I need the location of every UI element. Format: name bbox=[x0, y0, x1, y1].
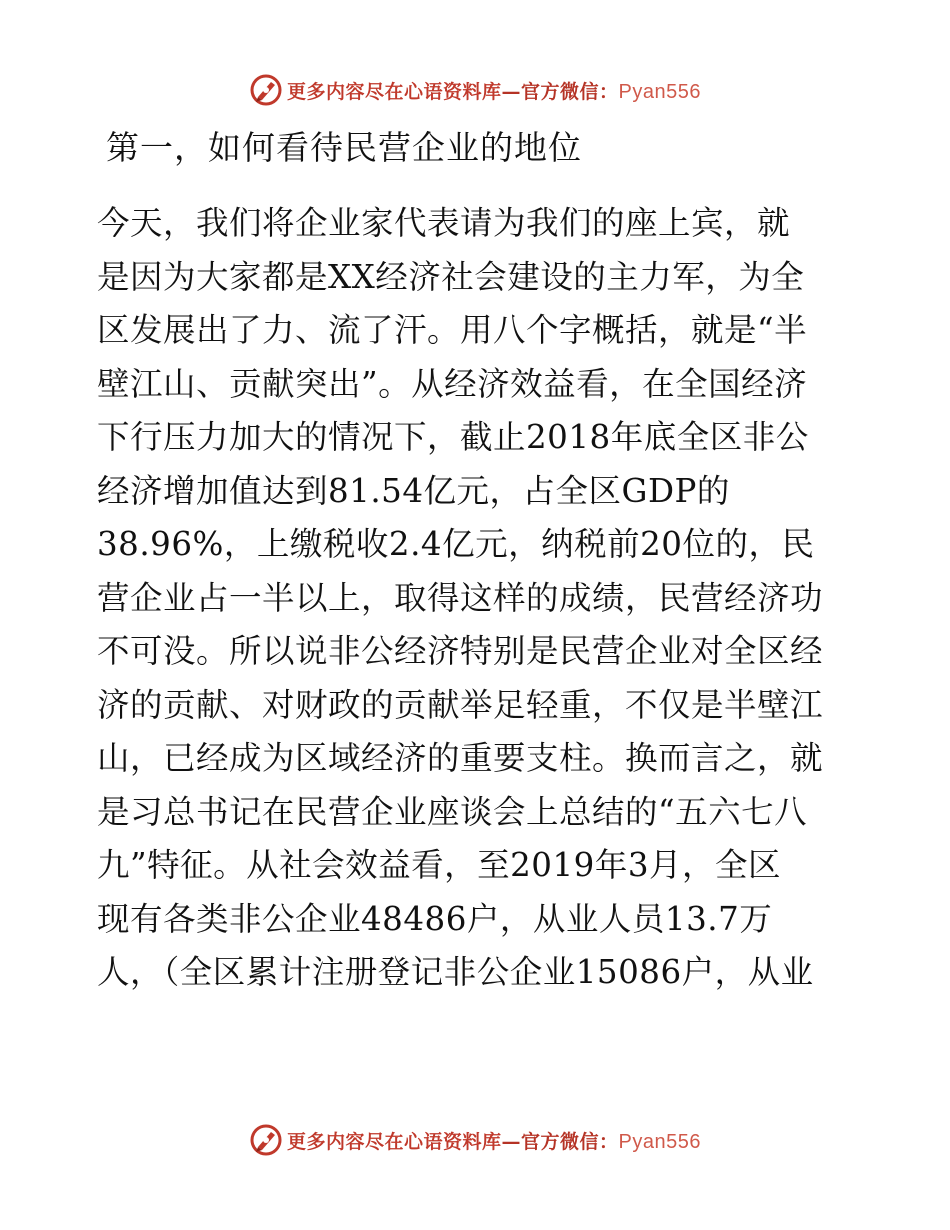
watermark-main: 更多内容尽在心语资料库 bbox=[287, 80, 502, 103]
body-line: 济的贡献、对财政的贡献举足轻重，不仅是半壁江 bbox=[97, 685, 824, 724]
body-line: 是因为大家都是XX经济社会建设的主力军，为全 bbox=[97, 257, 805, 296]
body-line: 是习总书记在民营企业座谈会上总结的“五六七八 bbox=[97, 792, 808, 831]
body-line: 38.96%，上缴税收2.4亿元，纳税前20位的，民 bbox=[97, 525, 815, 563]
section-heading: 第一，如何看待民营企业的地位 bbox=[106, 128, 582, 167]
watermark-dash: —官方微信： bbox=[501, 1130, 619, 1153]
watermark-id: Pyan556 bbox=[618, 80, 701, 103]
watermark-id: Pyan556 bbox=[618, 1130, 701, 1153]
watermark-text bbox=[287, 1127, 701, 1154]
body-line: 九”特征。从社会效益看，至2019年3月，全区 bbox=[97, 846, 782, 884]
watermark-text bbox=[287, 77, 701, 104]
pen-seal-icon bbox=[249, 1123, 283, 1157]
watermark-dash: —官方微信： bbox=[501, 80, 619, 103]
watermark-footer bbox=[0, 1120, 950, 1160]
body-line: 不可没。所以说非公经济特别是民营企业对全区经 bbox=[97, 632, 824, 670]
body-line: 现有各类非公企业48486户，从业人员13.7万 bbox=[97, 899, 773, 938]
body-line: 人，（全区累计注册登记非公企业15086户，从业 bbox=[97, 953, 814, 991]
body-line: 区发展出了力、流了汗。用八个字概括，就是“半 bbox=[97, 311, 808, 349]
watermark-header bbox=[0, 70, 950, 110]
body-line: 今天，我们将企业家代表请为我们的座上宾，就 bbox=[97, 204, 791, 242]
body-line: 山，已经成为区域经济的重要支柱。换而言之，就 bbox=[97, 739, 824, 777]
pen-seal-icon bbox=[249, 73, 283, 107]
watermark-main: 更多内容尽在心语资料库 bbox=[287, 1130, 502, 1153]
body-line: 下行压力加大的情况下，截止2018年底全区非公 bbox=[97, 418, 809, 456]
body-line: 营企业占一半以上，取得这样的成绩，民营经济功 bbox=[97, 578, 824, 617]
body-line: 壁江山、贡献突出”。从经济效益看，在全国经济 bbox=[97, 364, 808, 403]
body-line: 经济增加值达到81.54亿元，占全区GDP的 bbox=[97, 471, 730, 510]
body-paragraph bbox=[97, 197, 857, 1000]
